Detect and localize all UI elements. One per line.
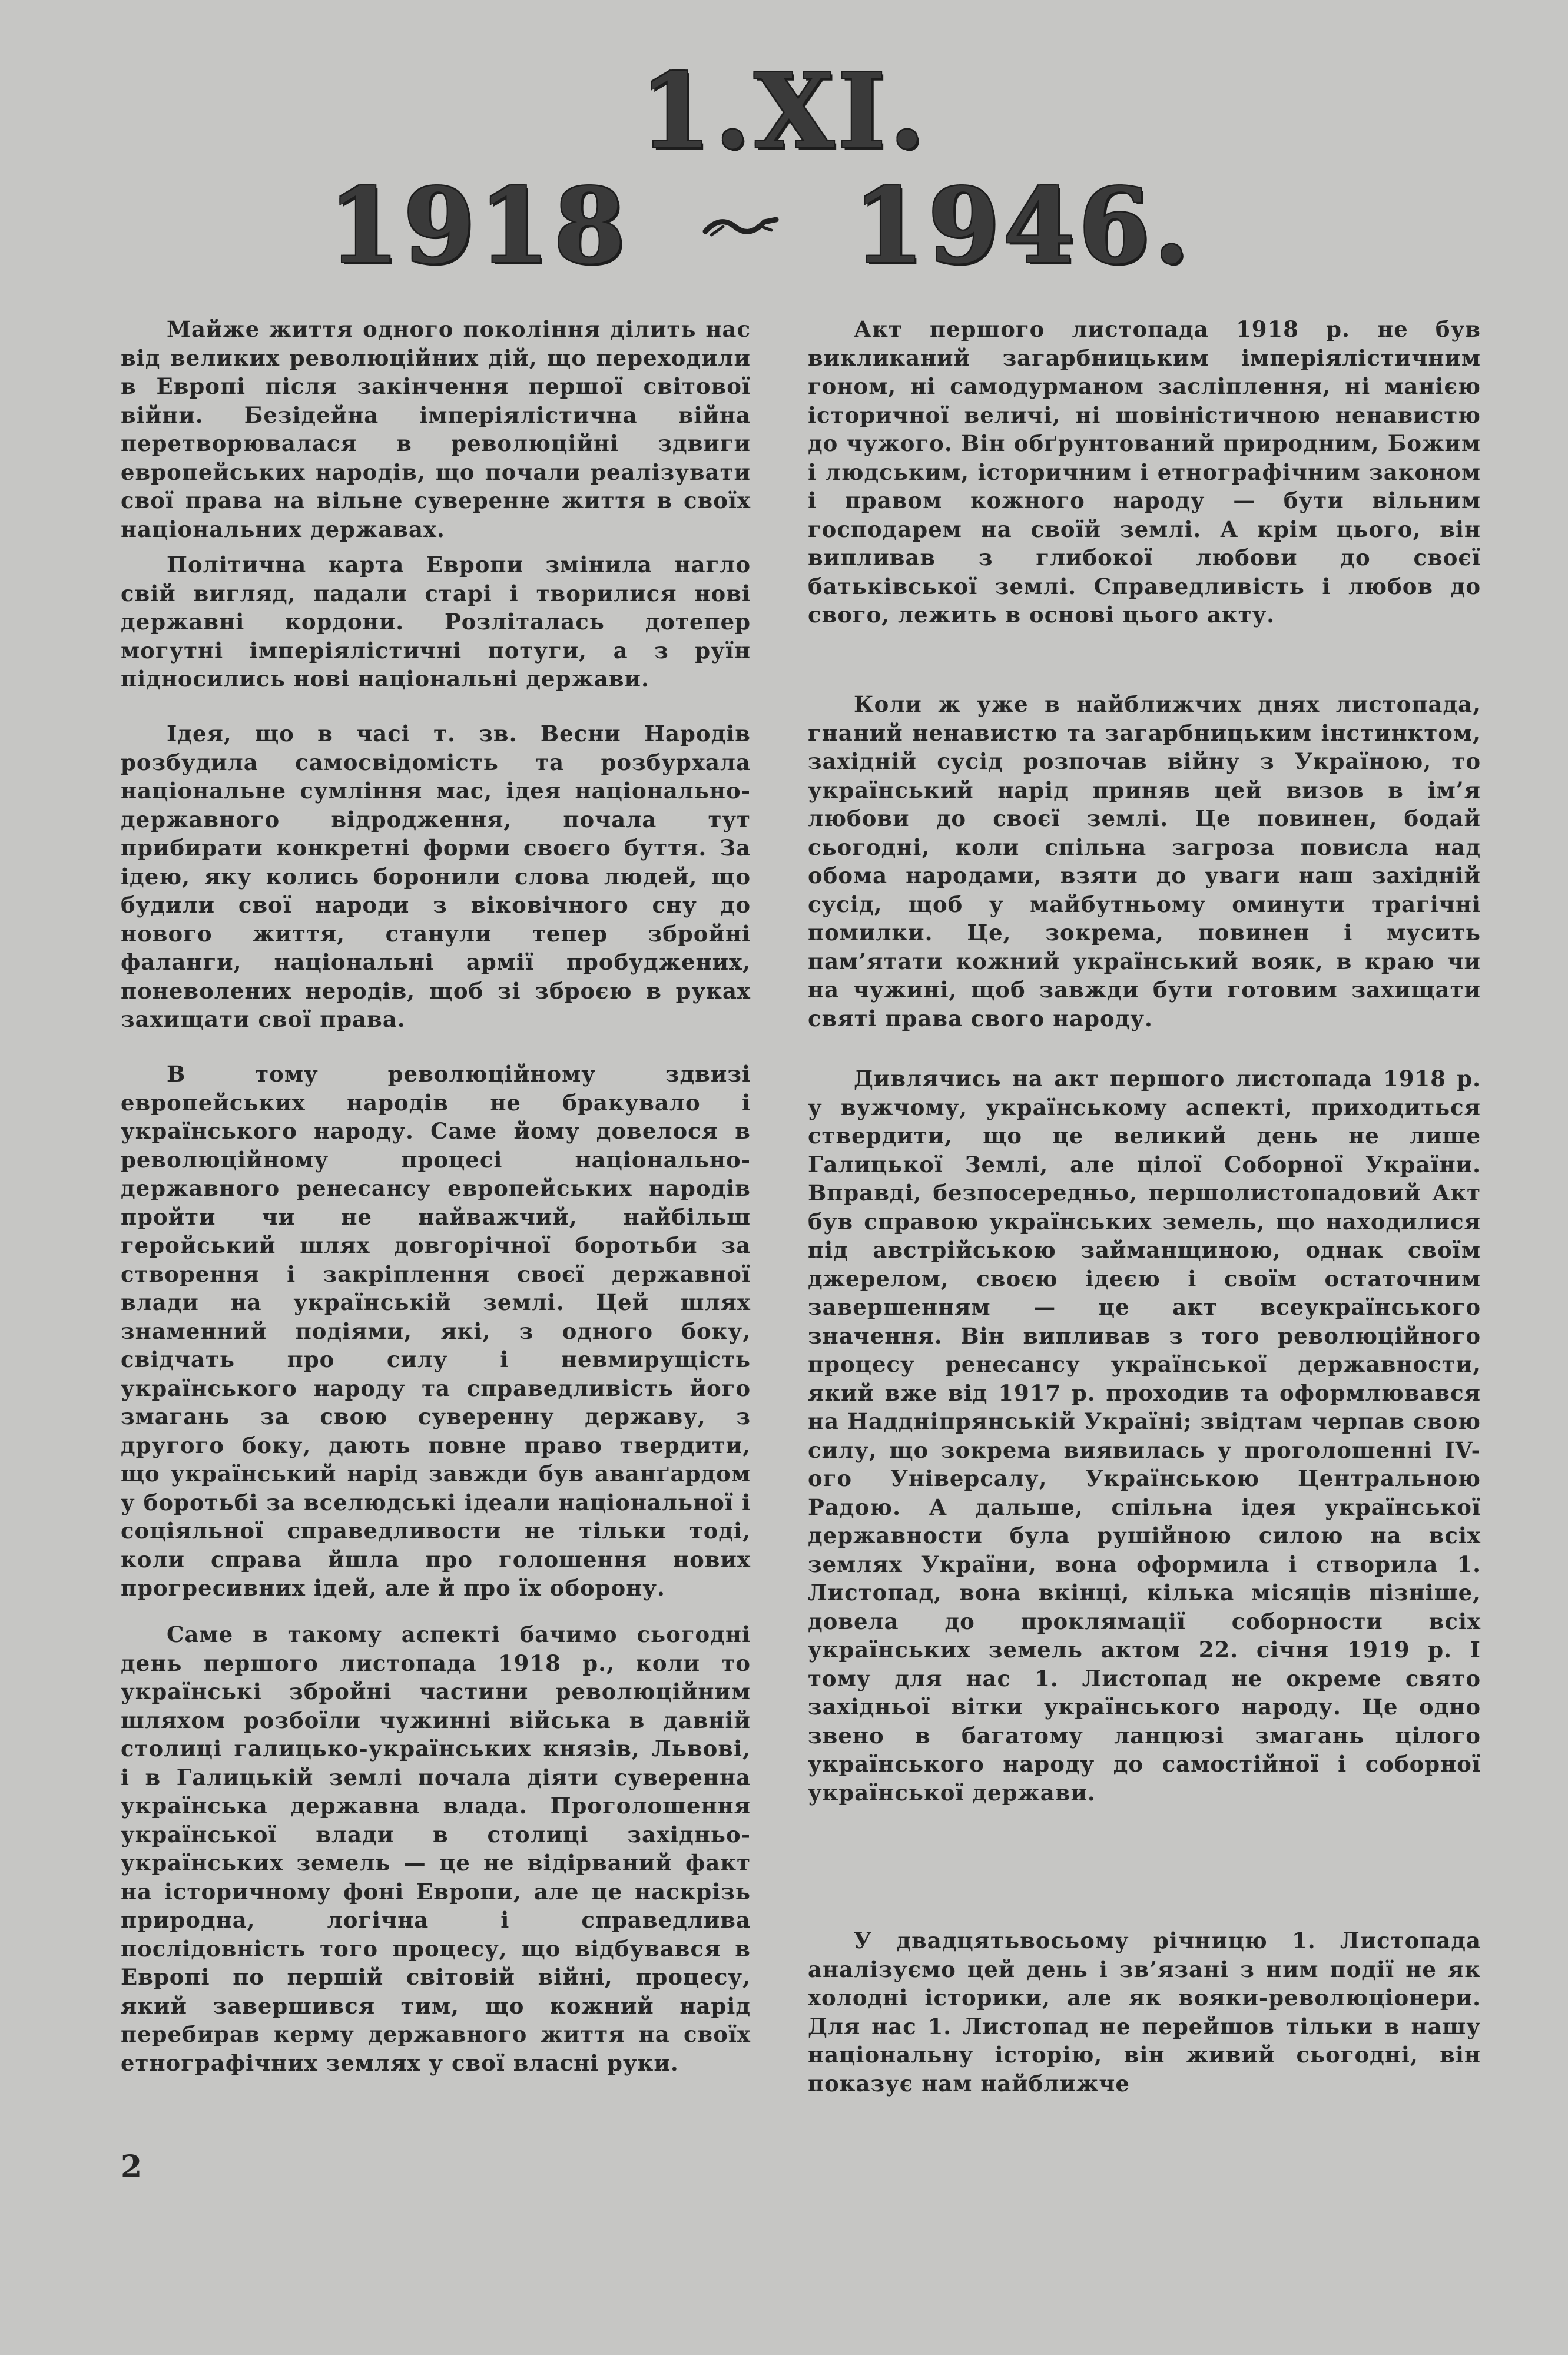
article-paragraph: Майже життя одного покоління ділить нас від великих революційних дій, що переходили в Европі після закінчення першої світової війни. Безідейна імперіялістична війна перетворювалася в революційні здвиги европейських народів, що почали реалізувати свої права на вільне суверенне життя в своїх національних державах. [121, 316, 751, 542]
headline-date: 1.XI. [639, 51, 929, 172]
article-paragraph: Саме в такому аспекті бачимо сьогодні день першого листопада 1918 р., коли то українські збройні частини революційним шляхом розбоїли чужинні війська в давній столиці галицько-українських князів, Львові, і в Галицькій землі почала діяти суверенна українська державна влада. Проголошення української влади в столиці західньо-українських земель — це не відірваний факт на історичному фоні Европи, але це наскрізь природна, логічна і справедлива послідовність того процесу, що відбувався в Европі по першій світовій війні, процесу, який завершився тим, що кожний нарід перебирав керму державного життя на своїх етнографічних землях у свої власні руки. [121, 1621, 751, 2076]
article-paragraph: Коли ж уже в найближчих днях листопада, гнаний ненавистю та загарбницьким інстинктом, західній сусід розпочав війну з Україною, то український нарід приняв цей визов в ім’я любови до своєї землі. Це повинен, бодай сьогодні, коли спільна загроза повисла над обома народами, взяти до уваги наш західній сусід, щоб у майбутньому оминути трагічні помилки. Це, зокрема, повинен і мусить пам’ятати кожний український вояк, в краю чи на чужині, щоб завжди бути готовим захищати святі права свого народу. [808, 691, 1481, 1031]
article-paragraph: Дивлячись на акт першого листопада 1918 р. у вужчому, українському аспекті, приходиться ствердити, що це великий день не лише Галицької Землі, але цілої Соборної України. Вправді, безпосередньо, першолистопадовий Акт був справою українських земель, що находилися під австрійською займанщиною, однак своїм джерелом, своєю ідеєю і своїм остаточним завершенням — це акт всеукраїнського значення. Він випливав з того революційного процесу ренесансу української державности, який вже від 1917 р. проходив та оформлювався на Наддніпрянській Україні; звідтам черпав свою силу, що зокрема виявилась у проголошенні IV-ого Універсалу, Українською Центральною Радою. А дальше, спільна ідея української державности була рушійною силою на всіх землях України, вона оформила і створила 1. Листопад, вона вкінці, кілька місяців пізніше, довела до проклямації соборности всіх українських земель актом 22. січня 1919 р. І тому для нас 1. Листопад не окреме свято західньої вітки українського народу. Це одно звено в багатому ланцюзі змагань цілого українського народу до самостійної і соборної української держави. [808, 1066, 1481, 1806]
article-paragraph: У двадцятьвосьому річницю 1. Листопада аналізуємо цей день і зв’язані з ним події не як холодні історики, але як вояки-революціонери. Для нас 1. Листопад не перейшов тільки в нашу національну історію, він живий сьогодні, він показує нам найближче [808, 1928, 1481, 2097]
page-number: 2 [121, 2149, 142, 2185]
article-paragraph: Політична карта Европи змінила нагло свій вигляд, падали старі і творилися нові державні кордони. Розліталась дотепер могутні імперіялістичні потуги, а з руїн підносились нові національні держави. [121, 552, 751, 692]
article-paragraph: В тому революційному здвизі европейських народів не бракувало і українського народу. Саме йому довелося в революційному процесі національно-державного ренесансу европейських народів пройти чи не найважчий, найбільш геройський шлях довгорічної боротьби за створення і закріплення своєї державної влади на українській землі. Цей шлях знаменний подіями, які, з одного боку, свідчать про силу і невмирущість українського народу та справедливість його змагань за свою суверенну державу, з другого боку, дають повне право твердити, що український нарід завжди був аванґардом у боротьбі за вселюдські ідеали національної і соціяльної справедливости не тільки тоді, коли справа йшла про голошення нових прогресивних ідей, але й про їх оборону. [121, 1061, 751, 1601]
tilde-ornament-icon [700, 209, 782, 244]
year-start: 1918 [327, 166, 629, 287]
article-paragraph: Акт першого листопада 1918 р. не був викликаний загарбницьким імперіялістичним гоном, ні самодурманом засліплення, ні манією історичної величі, ні шовіністичною ненавистю до чужого. Він обґрунтований природним, Божим і людським, історичним і етнографічним законом і правом кожного народу — бути вільним господарем на своїй землі. А крім цього, він випливав з глибокої любови до своєї батьківської землі. Справедливість і любов до свого, лежить в основі цього акту. [808, 316, 1481, 628]
article-paragraph: Ідея, що в часі т. зв. Весни Народів розбудила самосвідомість та розбурхала національне сумління мас, ідея національно-державного відродження, почала тут прибирати конкретні форми своєго буття. За ідею, яку колись боронили слова людей, що будили свої народи з віковічного сну до нового життя, станули тепер збройні фаланги, національні армії пробуджених, поневолених неродів, щоб зі зброєю в руках захищати свої права. [121, 721, 751, 1032]
headline-years [0, 166, 1544, 287]
year-end: 1946. [853, 166, 1194, 287]
